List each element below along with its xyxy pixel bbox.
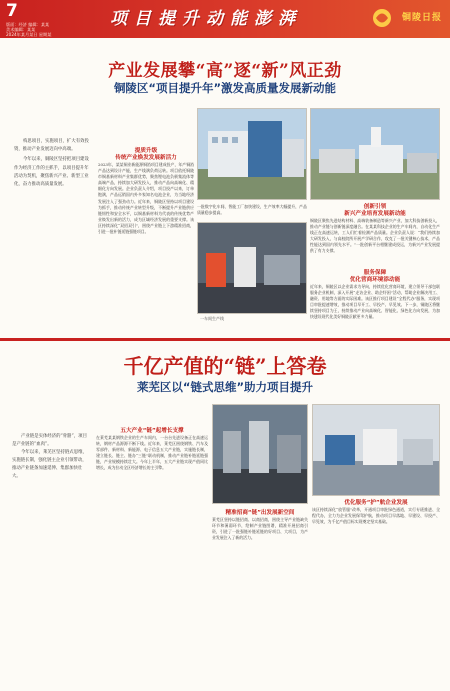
- top-col-2: 一批数字化车间、智能工厂加快建设，生产效率大幅提升，产品质量稳步提高。: [197, 204, 307, 216]
- bottom-headline: 千亿产值的“链”上答卷: [123, 354, 327, 378]
- factory-building-photo: [197, 108, 307, 200]
- bottom-intro: 产业链是实体经济的“骨骼”，项目是产业链的“血肉”。 今年以来，莱芜区坚持链式思维，实施链长制，强化链主企业引领带动，推动产业链条加速延伸、集群加快壮大。: [12, 434, 87, 479]
- bottom-subheadline: 莱芜区以“链式思维”助力项目提升: [136, 380, 314, 394]
- auto-factory-photo: [312, 404, 440, 496]
- top-subheadline: 铜陵区“项目提升年”激发高质量发展新动能: [113, 81, 337, 95]
- top-col2-body: 铜陵区聚焦先进结构材料、高端装备制造等新兴产业，加大科技创新投入，推动产业链与创新链深度融合。在某某科技企业的生产车间内，自动化生产线正在高速运转，工人们忙着检测产品质量。企业负责人说：“我们持续加大研发投入，与高校院所开展产学研合作，攻克了一批关键核心技术，产品性能达到国内领先水平。”一批创新平台相继建成投运，为新兴产业发展提供了有力支撑。: [310, 218, 440, 254]
- bottom-col2-section-heading: 精准招商“链”出发展新空间: [225, 510, 295, 516]
- bottom-col-2: [212, 510, 308, 541]
- top-headline: 产业发展攀“高”逐“新”风正劲: [108, 61, 342, 81]
- top-col3-body: 近年来，铜陵区以企业需求为导向，持续优化营商环境，建立领导干部包联服务企业机制，深入开展“走访企业、助企纾困”活动，帮助企业解决用工、融资、用地等方面的实际困难。该区推行项目建设“全程代办”服务，实现项目审批提速增效，推动项目早开工、早投产、早见效。下一步，铜陵区将继续坚持项目为王，持续推动产业向高端化、智能化、绿色化方向发展，为加快建设现代化美好铜陵贡献更多力量。: [310, 284, 440, 320]
- top-intro: 构思项目，实施项目，扩大有效投资，推动产业发展迈向中高端。 今年以来，铜陵区坚持把项目建设作为经济工作的主抓手，以项目提升年活动为契机，聚焦新兴产业、新型工业化，奋力推动高质量发展。: [14, 139, 89, 188]
- bottom-col3-section-heading: 优化服务“护”航企业发展: [344, 500, 408, 506]
- bottom-col1-body: 在莱芜某某钢铁企业的生产车间内，一台台先进设备正在高速运转，钢材产品源源不断下线。近年来，莱芜区围绕钢铁、汽车及零部件、新材料、新能源、电子信息五大产业链，实施链长制，建立链长、链主、链办“三链”联动机制，推动产业链补链延链强链，产业规模持续壮大。今年上半年，五大产业链实现产值同比增长，成为拉动全区经济增长的主引擎。: [96, 435, 208, 471]
- top-col2-section-heading: 创新引领 新兴产业培育发展新动能: [344, 204, 406, 217]
- bottom-col-3: [312, 500, 440, 525]
- bottom-col1-section-heading: 五大产业“链”起增长支撑: [120, 428, 184, 434]
- top-col1-section-heading: 提质升级 传统产业焕发发展新活力: [115, 148, 177, 161]
- top-col-3: [310, 270, 440, 321]
- page-number: 7: [6, 1, 18, 21]
- steel-plant-photo: [212, 404, 308, 504]
- bottom-col-1: [96, 428, 208, 472]
- bottom-col2-body: 莱芜区坚持以链招商、以商招商，围绕主导产业链缺失环节和薄弱环节，绘制产业链图谱，精准开展招商引资，引进了一批强链补链延链的好项目、大项目，为产业发展注入了新的活力。: [212, 517, 308, 541]
- top-col-2b: [310, 204, 440, 255]
- top-col1-body: 2023年，某某铜业新能源铜箔项目建成投产，年产铜箔产品达到设计产能，生产线满负荷运转。项目依托铜陵市铜基新材料产业集群优势，聚焦锂电池负极集流体等高端产品，持续加大研发投入，推动产品向高端化、精细化方向发展。企业负责人介绍，项目投产以来，订单饱满，产品远销国内外多家知名电池企业，为当地经济发展注入了强劲动力。近年来，铜陵区坚持以项目建设为抓手，推动传统产业转型升级，不断提升产业链供应链韧性和安全水平，以铜基新材料为代表的传统优势产业焕发出新的活力，成为区域经济发展的重要支撑。该区持续深化“双招双引”，围绕产业链上下游精准招商，引进一批补链延链强链项目。: [98, 162, 194, 235]
- industrial-park-aerial-photo: [310, 108, 440, 200]
- section-title: 项目提升动能澎湃: [110, 9, 302, 29]
- page-meta: 版面：经济 编辑：某某 美术编辑：某某 2024年某月某日 星期某: [6, 22, 52, 37]
- production-line-caption: 一车间生产线: [200, 316, 224, 321]
- top-col3-section-heading: 服务保障 优化营商环境添动能: [349, 270, 401, 283]
- section-divider: [0, 338, 450, 341]
- top-col-1: [98, 148, 194, 235]
- production-line-photo: [197, 222, 307, 314]
- newspaper-logo-text: 铜陵日报: [401, 13, 442, 23]
- bottom-col3-body: 该区持续深化“放管服”改革，开通项目审批绿色通道，实行专班推进、全程代办，全力为企业发展保驾护航，推动项目早落地、早建设、早投产、早见效，为千亿产值目标实现奠定坚实基础。: [312, 507, 440, 525]
- masthead: [0, 0, 450, 38]
